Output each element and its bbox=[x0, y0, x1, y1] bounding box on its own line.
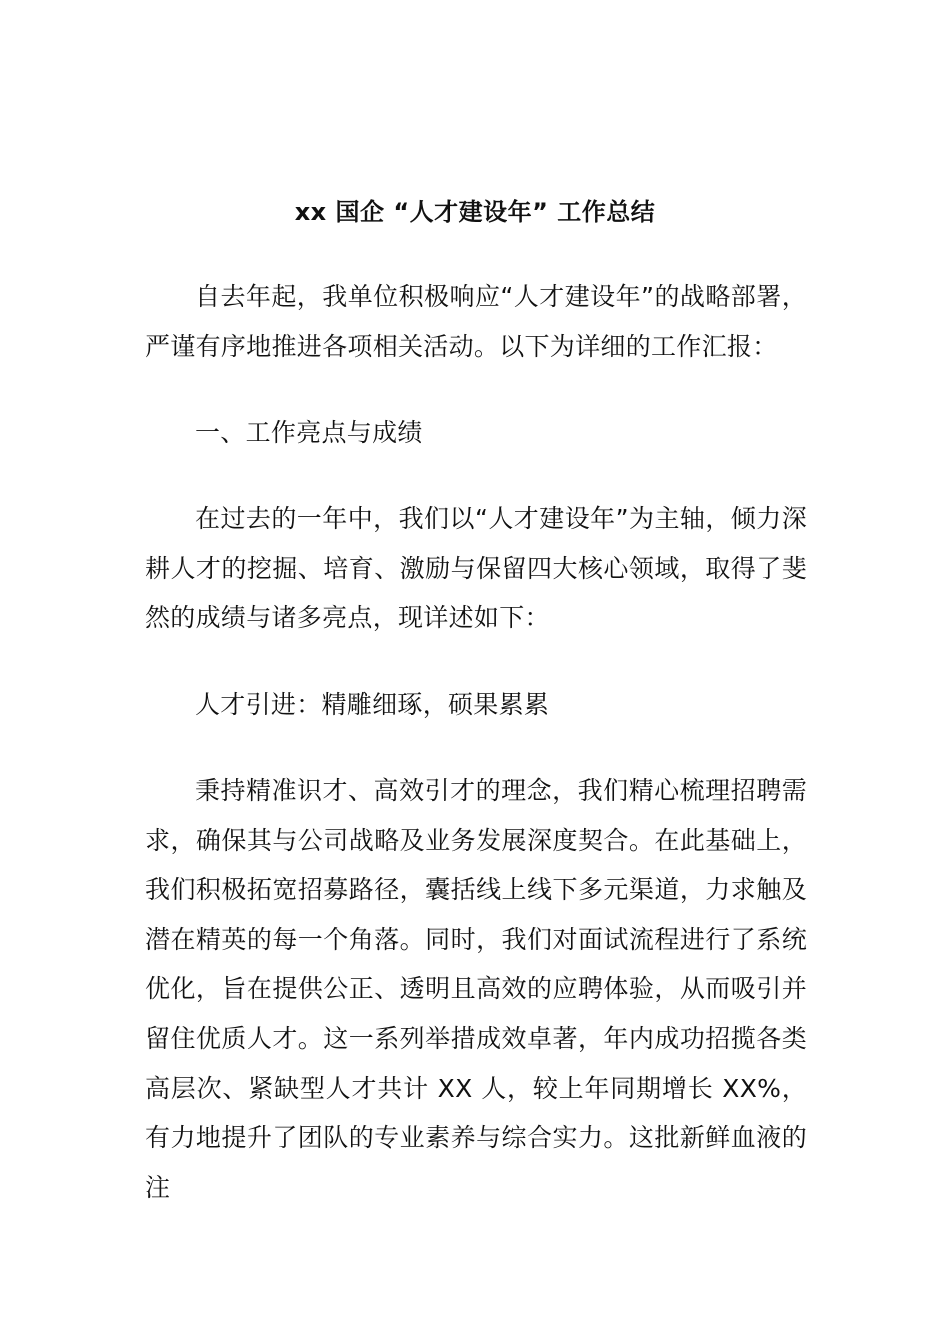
document-title: xx 国企 “人才建设年” 工作总结 bbox=[294, 198, 656, 226]
intro-paragraph: 自去年起，我单位积极响应“人才建设年”的战略部署，严谨有序地推进各项相关活动。以下为详细的工作汇报： bbox=[145, 282, 807, 361]
section-heading: 一、工作亮点与成绩 bbox=[195, 418, 423, 447]
subsection-body-paragraph: 秉持精准识才、高效引才的理念，我们精心梳理招聘需求，确保其与公司战略及业务发展深度契合。在此基础上，我们积极拓宽招募路径，囊括线上线下多元渠道，力求触及潜在精英的每一个角落。同时，我们对面试流程进行了系统优化，旨在提供公正、透明且高效的应聘体验，从而吸引并留住优质人才。这一系列举措成效卓著，年内成功招揽各类高层次、紧缺型人才共计 XX 人，较上年同期增长 XX%，有力地提升了团队的专业素养与综合实力。这批新鲜血液的注 bbox=[145, 776, 807, 1202]
section-body-paragraph: 在过去的一年中，我们以“人才建设年”为主轴，倾力深耕人才的挖掘、培育、激励与保留四大核心领域，取得了斐然的成绩与诸多亮点，现详述如下： bbox=[145, 504, 807, 633]
subsection-heading: 人才引进：精雕细琢，硕果累累 bbox=[195, 690, 550, 719]
